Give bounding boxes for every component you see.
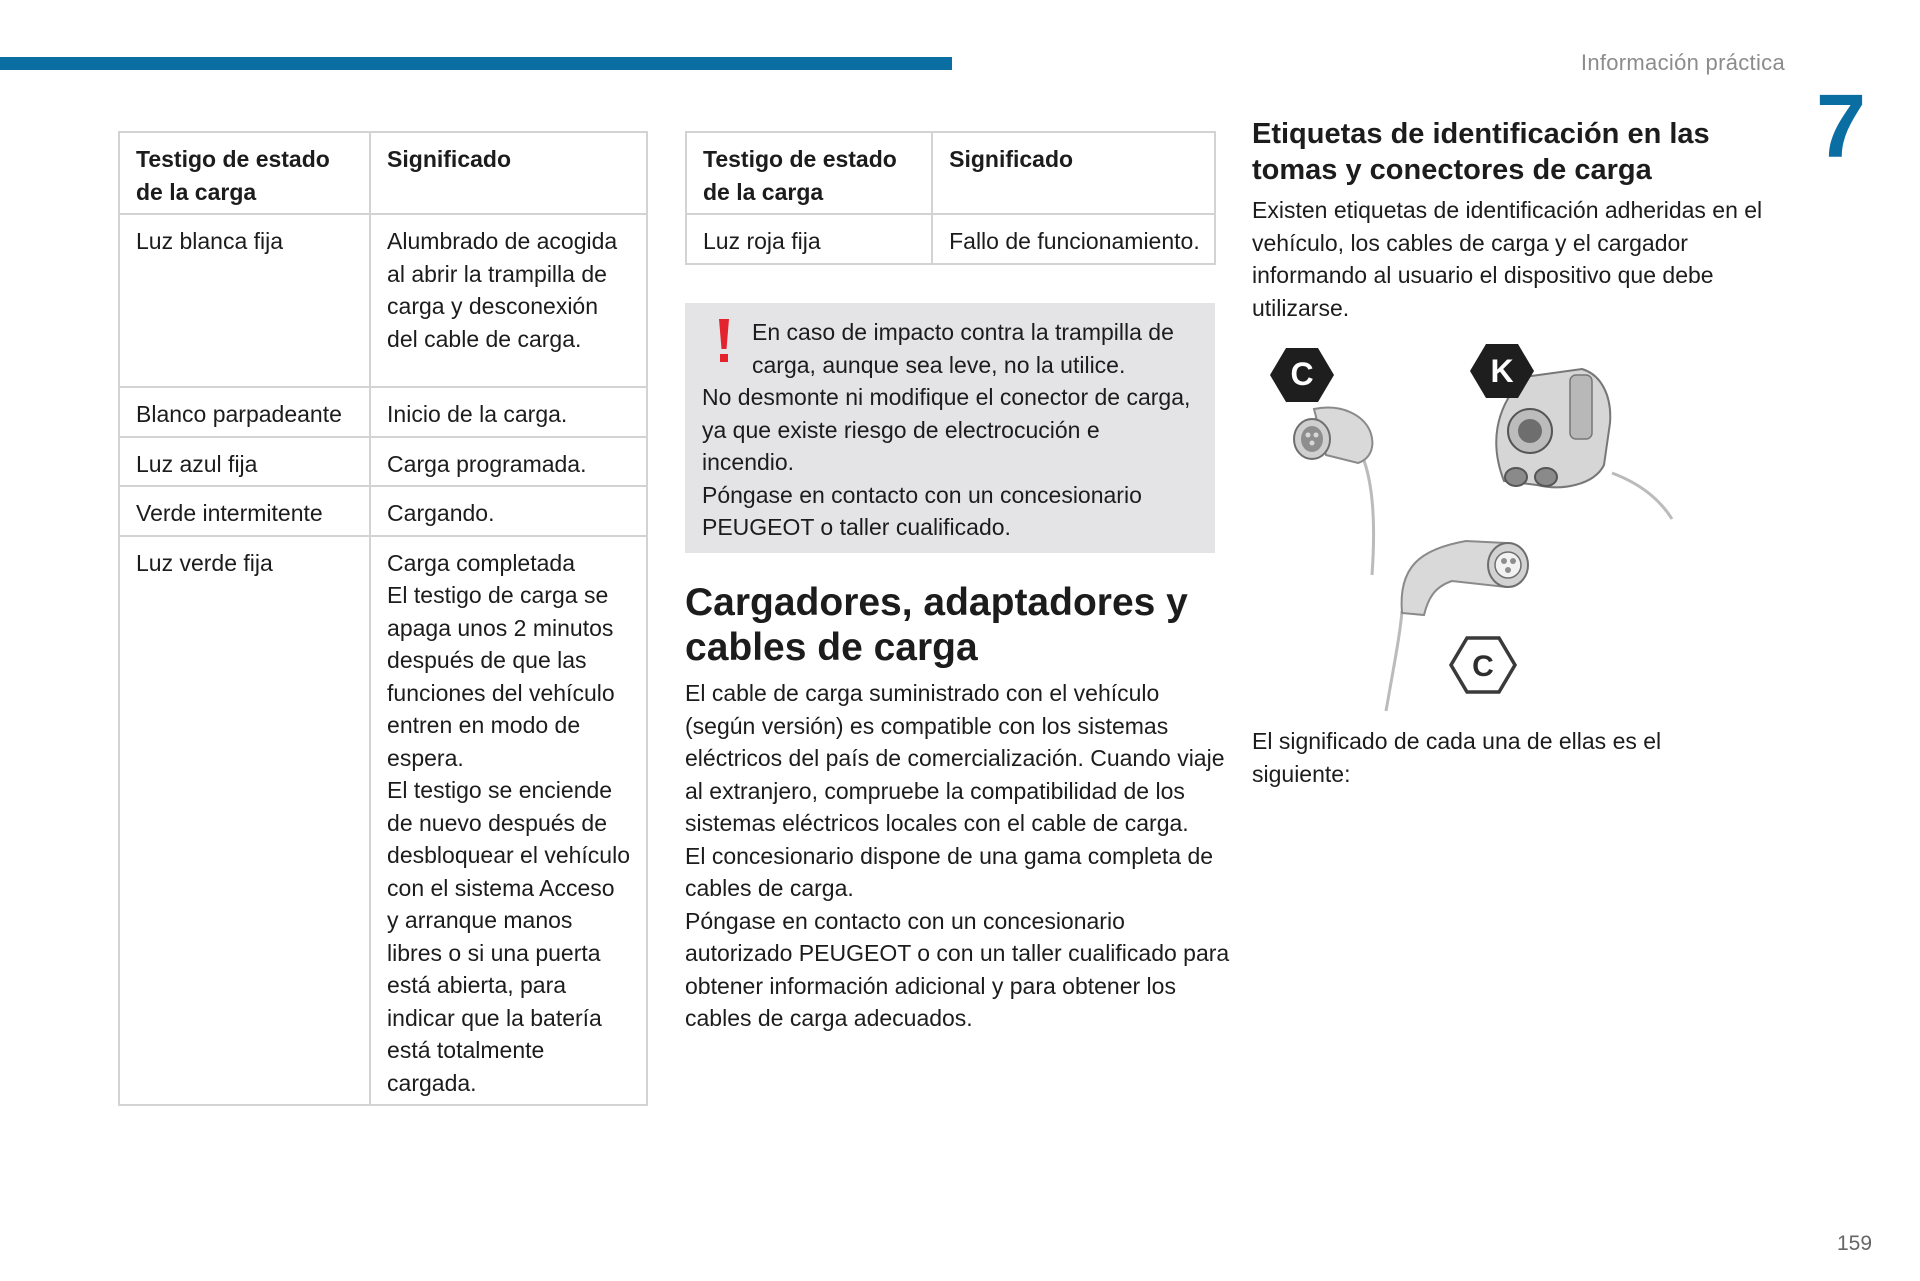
table-row — [119, 437, 647, 487]
table-cell: Alumbrado de acogida al abrir la trampilla de carga y desconexión del cable de carga. — [370, 214, 647, 387]
table-row — [119, 214, 647, 387]
table-row — [686, 214, 1215, 264]
warning-impact-text: En caso de impacto contra la trampilla de carga, aunque sea leve, no la utilice. — [752, 319, 1174, 378]
column-header-status: Testigo de estado de la carga — [686, 132, 932, 214]
paragraph: El cable de carga suministrado con el vehículo (según versión) es compatible con los sistemas eléctricos del país de comercialización. Cuando viaje al extranjero, compruebe la compatibilidad de los sistemas eléctricos locales con el cable de carga. — [685, 680, 1225, 836]
connector-illustration — [1252, 335, 1712, 725]
table-row — [119, 536, 647, 1106]
charge-status-table-left — [118, 131, 648, 1106]
table-cell: Luz verde fija — [119, 536, 370, 1106]
exclamation-bar — [719, 319, 729, 349]
table-cell: Cargando. — [370, 486, 647, 536]
table-cell: Luz roja fija — [686, 214, 932, 264]
column-header-meaning: Significado — [370, 132, 647, 214]
exclamation-icon — [711, 317, 737, 367]
exclamation-dot — [720, 354, 728, 362]
cables-section-body — [685, 677, 1230, 1035]
badge-c-bottom-letter: C — [1472, 650, 1494, 683]
table-cell: Carga programada. — [370, 437, 647, 487]
page-number: 159 — [1837, 1232, 1873, 1255]
badge-k-letter: K — [1490, 353, 1514, 389]
table-cell: Luz blanca fija — [119, 214, 370, 387]
header-accent-bar — [0, 57, 952, 70]
table-row — [119, 387, 647, 437]
chapter-number: 7 — [1816, 77, 1867, 177]
table-cell: Luz azul fija — [119, 437, 370, 487]
cables-section-title: Cargadores, adaptadores y cables de carga — [685, 581, 1188, 669]
table-header-row — [686, 132, 1215, 214]
table-row — [119, 486, 647, 536]
table-cell: Carga completada El testigo de carga se apaga unos 2 minutos después de que las funciones del vehículo entren en modo de espera. El testigo se enciende de nuevo después de desbloquear el vehículo con el sistema Acceso y arranque manos libres o si una puerta está abierta, para indicar que la batería está totalmente cargada. — [370, 536, 647, 1106]
labels-meaning-paragraph: El significado de cada una de ellas es el siguiente: — [1252, 728, 1662, 787]
paragraph: Póngase en contacto con un concesionario autorizado PEUGEOT o con un taller cualificado para obtener información adicional y para obtener los cables de carga adecuados. — [685, 907, 1230, 1031]
paragraph: El concesionario dispone de una gama completa de cables de carga. — [685, 842, 1214, 901]
column-header-status: Testigo de estado de la carga — [119, 132, 370, 214]
section-title: Información práctica — [1580, 50, 1785, 75]
table-cell: Inicio de la carga. — [370, 387, 647, 437]
warning-box — [685, 303, 1215, 553]
labels-intro-paragraph: Existen etiquetas de identificación adheridas en el vehículo, los cables de carga y el cargador informando al usuario el dispositivo que debe utilizarse. — [1252, 197, 1763, 321]
connector-c-cable-icon — [1386, 541, 1528, 711]
warning-connector-text: No desmonte ni modifique el conector de carga, ya que existe riesgo de electrocución e incendio. — [702, 384, 1191, 475]
charge-status-table-right — [685, 131, 1216, 265]
labels-section-title: Etiquetas de identificación en las tomas y conectores de carga — [1252, 118, 1710, 186]
table-header-row — [119, 132, 647, 214]
badge-c-top-left-letter: C — [1290, 356, 1314, 392]
table-cell: Blanco parpadeante — [119, 387, 370, 437]
connector-k-socket-icon — [1496, 369, 1672, 519]
table-cell: Verde intermitente — [119, 486, 370, 536]
warning-contact-text: Póngase en contacto con un concesionario PEUGEOT o taller cualificado. — [702, 481, 1142, 540]
table-cell: Fallo de funcionamiento. — [932, 214, 1215, 264]
column-header-meaning: Significado — [932, 132, 1215, 214]
connector-c-plug-icon — [1294, 408, 1374, 575]
